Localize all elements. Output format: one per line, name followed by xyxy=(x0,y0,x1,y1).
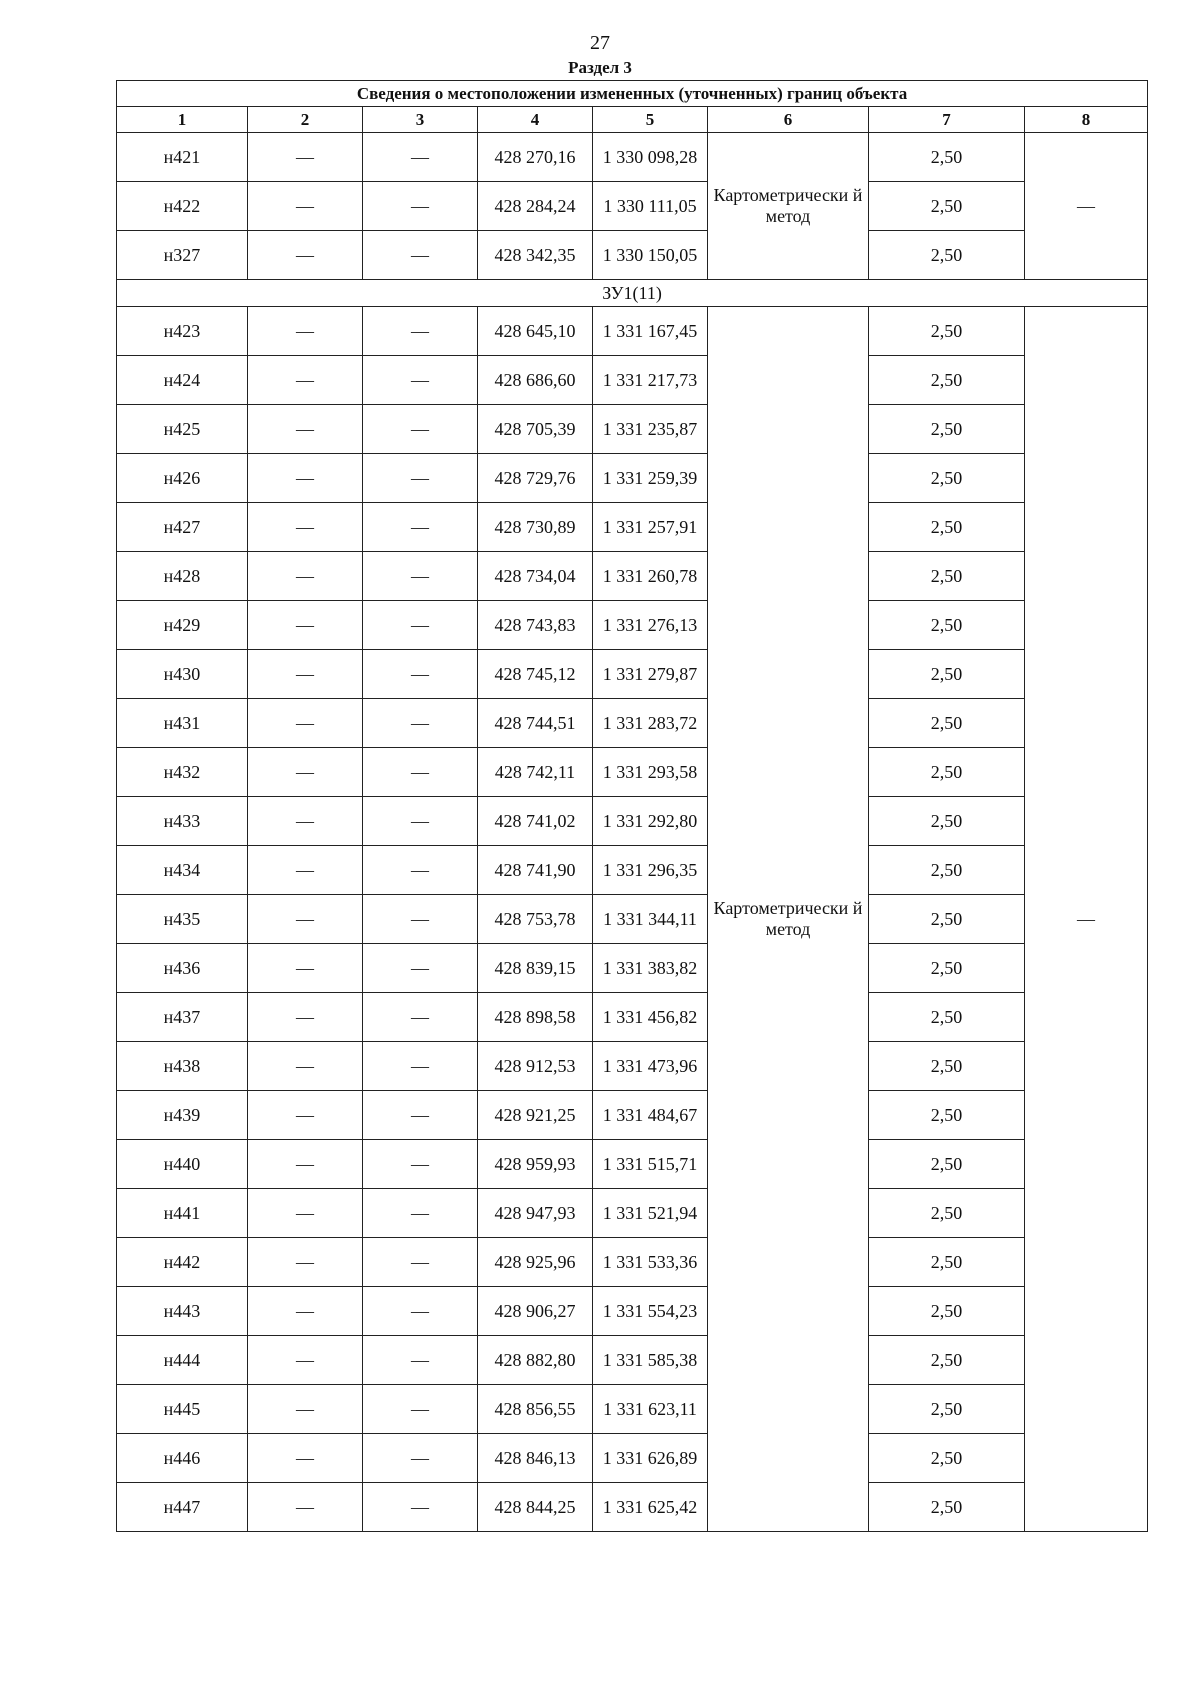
col2-cell: — xyxy=(248,895,363,944)
point-id-cell: н443 xyxy=(117,1287,248,1336)
column-number: 6 xyxy=(708,107,869,133)
x-coordinate-cell: 428 745,12 xyxy=(478,650,593,699)
table-row xyxy=(117,944,1148,993)
y-coordinate-cell: 1 330 150,05 xyxy=(593,231,708,280)
col2-cell: — xyxy=(248,1042,363,1091)
accuracy-cell: 2,50 xyxy=(869,1287,1025,1336)
point-id-cell: н432 xyxy=(117,748,248,797)
page-number: 27 xyxy=(590,32,610,54)
table-row xyxy=(117,1434,1148,1483)
accuracy-cell: 2,50 xyxy=(869,895,1025,944)
col3-cell: — xyxy=(363,699,478,748)
table-row xyxy=(117,895,1148,944)
accuracy-cell: 2,50 xyxy=(869,1042,1025,1091)
col2-cell: — xyxy=(248,797,363,846)
section-title: Раздел 3 xyxy=(568,58,632,77)
col3-cell: — xyxy=(363,552,478,601)
table-caption-row xyxy=(117,81,1148,107)
col3-cell: — xyxy=(363,993,478,1042)
y-coordinate-cell: 1 331 626,89 xyxy=(593,1434,708,1483)
col2-cell: — xyxy=(248,846,363,895)
col3-cell: — xyxy=(363,503,478,552)
col2-cell: — xyxy=(248,503,363,552)
y-coordinate-cell: 1 331 456,82 xyxy=(593,993,708,1042)
y-coordinate-cell: 1 331 585,38 xyxy=(593,1336,708,1385)
col8-cell: — xyxy=(1025,133,1148,280)
accuracy-cell: 2,50 xyxy=(869,699,1025,748)
col2-cell: — xyxy=(248,748,363,797)
y-coordinate-cell: 1 331 625,42 xyxy=(593,1483,708,1532)
point-id-cell: н425 xyxy=(117,405,248,454)
col3-cell: — xyxy=(363,405,478,454)
accuracy-cell: 2,50 xyxy=(869,1189,1025,1238)
point-id-cell: н438 xyxy=(117,1042,248,1091)
table-row xyxy=(117,1483,1148,1532)
table-row xyxy=(117,601,1148,650)
col3-cell: — xyxy=(363,1287,478,1336)
y-coordinate-cell: 1 331 344,11 xyxy=(593,895,708,944)
y-coordinate-cell: 1 331 235,87 xyxy=(593,405,708,454)
y-coordinate-cell: 1 331 260,78 xyxy=(593,552,708,601)
col2-cell: — xyxy=(248,1091,363,1140)
col2-cell: — xyxy=(248,356,363,405)
y-coordinate-cell: 1 331 257,91 xyxy=(593,503,708,552)
y-coordinate-cell: 1 331 296,35 xyxy=(593,846,708,895)
accuracy-cell: 2,50 xyxy=(869,1385,1025,1434)
accuracy-cell: 2,50 xyxy=(869,552,1025,601)
table-row xyxy=(117,1189,1148,1238)
x-coordinate-cell: 428 846,13 xyxy=(478,1434,593,1483)
col8-cell: — xyxy=(1025,307,1148,1532)
col3-cell: — xyxy=(363,1385,478,1434)
x-coordinate-cell: 428 959,93 xyxy=(478,1140,593,1189)
y-coordinate-cell: 1 331 521,94 xyxy=(593,1189,708,1238)
point-id-cell: н424 xyxy=(117,356,248,405)
table-row xyxy=(117,1238,1148,1287)
x-coordinate-cell: 428 645,10 xyxy=(478,307,593,356)
point-id-cell: н428 xyxy=(117,552,248,601)
table-row xyxy=(117,133,1148,182)
point-id-cell: н436 xyxy=(117,944,248,993)
accuracy-cell: 2,50 xyxy=(869,797,1025,846)
x-coordinate-cell: 428 734,04 xyxy=(478,552,593,601)
col2-cell: — xyxy=(248,1434,363,1483)
point-id-cell: н434 xyxy=(117,846,248,895)
x-coordinate-cell: 428 882,80 xyxy=(478,1336,593,1385)
col2-cell: — xyxy=(248,601,363,650)
accuracy-cell: 2,50 xyxy=(869,1336,1025,1385)
x-coordinate-cell: 428 730,89 xyxy=(478,503,593,552)
y-coordinate-cell: 1 331 533,36 xyxy=(593,1238,708,1287)
accuracy-cell: 2,50 xyxy=(869,405,1025,454)
y-coordinate-cell: 1 331 383,82 xyxy=(593,944,708,993)
x-coordinate-cell: 428 925,96 xyxy=(478,1238,593,1287)
y-coordinate-cell: 1 331 167,45 xyxy=(593,307,708,356)
table-row xyxy=(117,993,1148,1042)
y-coordinate-cell: 1 331 283,72 xyxy=(593,699,708,748)
col2-cell: — xyxy=(248,1385,363,1434)
y-coordinate-cell: 1 331 554,23 xyxy=(593,1287,708,1336)
table-row xyxy=(117,797,1148,846)
x-coordinate-cell: 428 705,39 xyxy=(478,405,593,454)
table-row xyxy=(117,405,1148,454)
col3-cell: — xyxy=(363,1238,478,1287)
y-coordinate-cell: 1 331 473,96 xyxy=(593,1042,708,1091)
table-row xyxy=(117,231,1148,280)
column-number: 2 xyxy=(248,107,363,133)
point-id-cell: н426 xyxy=(117,454,248,503)
table-row xyxy=(117,650,1148,699)
table-row xyxy=(117,1042,1148,1091)
method-cell: Картометрически й метод xyxy=(708,133,869,280)
table-row xyxy=(117,356,1148,405)
table-row xyxy=(117,748,1148,797)
point-id-cell: н437 xyxy=(117,993,248,1042)
accuracy-cell: 2,50 xyxy=(869,182,1025,231)
x-coordinate-cell: 428 839,15 xyxy=(478,944,593,993)
point-id-cell: н433 xyxy=(117,797,248,846)
x-coordinate-cell: 428 342,35 xyxy=(478,231,593,280)
point-id-cell: н430 xyxy=(117,650,248,699)
col2-cell: — xyxy=(248,133,363,182)
column-number: 4 xyxy=(478,107,593,133)
column-number: 5 xyxy=(593,107,708,133)
col2-cell: — xyxy=(248,944,363,993)
col2-cell: — xyxy=(248,699,363,748)
accuracy-cell: 2,50 xyxy=(869,1091,1025,1140)
accuracy-cell: 2,50 xyxy=(869,748,1025,797)
col3-cell: — xyxy=(363,356,478,405)
x-coordinate-cell: 428 742,11 xyxy=(478,748,593,797)
col3-cell: — xyxy=(363,895,478,944)
col2-cell: — xyxy=(248,231,363,280)
col2-cell: — xyxy=(248,1238,363,1287)
y-coordinate-cell: 1 331 293,58 xyxy=(593,748,708,797)
table-row xyxy=(117,1385,1148,1434)
point-id-cell: н441 xyxy=(117,1189,248,1238)
x-coordinate-cell: 428 284,24 xyxy=(478,182,593,231)
col3-cell: — xyxy=(363,1091,478,1140)
point-id-cell: н423 xyxy=(117,307,248,356)
accuracy-cell: 2,50 xyxy=(869,1483,1025,1532)
point-id-cell: н445 xyxy=(117,1385,248,1434)
group-row xyxy=(117,280,1148,307)
accuracy-cell: 2,50 xyxy=(869,307,1025,356)
accuracy-cell: 2,50 xyxy=(869,846,1025,895)
table-row xyxy=(117,307,1148,356)
point-id-cell: н421 xyxy=(117,133,248,182)
column-number: 7 xyxy=(869,107,1025,133)
col2-cell: — xyxy=(248,405,363,454)
col3-cell: — xyxy=(363,182,478,231)
column-number: 8 xyxy=(1025,107,1148,133)
table-row xyxy=(117,503,1148,552)
x-coordinate-cell: 428 270,16 xyxy=(478,133,593,182)
point-id-cell: н446 xyxy=(117,1434,248,1483)
accuracy-cell: 2,50 xyxy=(869,133,1025,182)
point-id-cell: н422 xyxy=(117,182,248,231)
accuracy-cell: 2,50 xyxy=(869,454,1025,503)
col3-cell: — xyxy=(363,650,478,699)
col2-cell: — xyxy=(248,182,363,231)
y-coordinate-cell: 1 331 259,39 xyxy=(593,454,708,503)
col3-cell: — xyxy=(363,231,478,280)
col3-cell: — xyxy=(363,1483,478,1532)
point-id-cell: н429 xyxy=(117,601,248,650)
col3-cell: — xyxy=(363,133,478,182)
accuracy-cell: 2,50 xyxy=(869,944,1025,993)
point-id-cell: н440 xyxy=(117,1140,248,1189)
x-coordinate-cell: 428 729,76 xyxy=(478,454,593,503)
accuracy-cell: 2,50 xyxy=(869,1238,1025,1287)
table-caption: Сведения о местоположении измененных (уточненных) границ объекта xyxy=(117,81,1148,107)
group-label: ЗУ1(11) xyxy=(117,280,1148,307)
x-coordinate-cell: 428 898,58 xyxy=(478,993,593,1042)
col2-cell: — xyxy=(248,650,363,699)
col3-cell: — xyxy=(363,307,478,356)
point-id-cell: н431 xyxy=(117,699,248,748)
col3-cell: — xyxy=(363,1336,478,1385)
point-id-cell: н427 xyxy=(117,503,248,552)
x-coordinate-cell: 428 912,53 xyxy=(478,1042,593,1091)
x-coordinate-cell: 428 686,60 xyxy=(478,356,593,405)
accuracy-cell: 2,50 xyxy=(869,356,1025,405)
point-id-cell: н327 xyxy=(117,231,248,280)
accuracy-cell: 2,50 xyxy=(869,1140,1025,1189)
accuracy-cell: 2,50 xyxy=(869,231,1025,280)
y-coordinate-cell: 1 331 484,67 xyxy=(593,1091,708,1140)
table-row xyxy=(117,846,1148,895)
x-coordinate-cell: 428 744,51 xyxy=(478,699,593,748)
col3-cell: — xyxy=(363,748,478,797)
col3-cell: — xyxy=(363,1140,478,1189)
y-coordinate-cell: 1 331 515,71 xyxy=(593,1140,708,1189)
table-row xyxy=(117,182,1148,231)
x-coordinate-cell: 428 743,83 xyxy=(478,601,593,650)
y-coordinate-cell: 1 331 292,80 xyxy=(593,797,708,846)
accuracy-cell: 2,50 xyxy=(869,650,1025,699)
point-id-cell: н439 xyxy=(117,1091,248,1140)
table-row xyxy=(117,1091,1148,1140)
column-number: 3 xyxy=(363,107,478,133)
col2-cell: — xyxy=(248,1287,363,1336)
col3-cell: — xyxy=(363,1189,478,1238)
table-row xyxy=(117,1140,1148,1189)
col3-cell: — xyxy=(363,454,478,503)
column-number: 1 xyxy=(117,107,248,133)
y-coordinate-cell: 1 331 279,87 xyxy=(593,650,708,699)
y-coordinate-cell: 1 331 217,73 xyxy=(593,356,708,405)
point-id-cell: н447 xyxy=(117,1483,248,1532)
x-coordinate-cell: 428 921,25 xyxy=(478,1091,593,1140)
accuracy-cell: 2,50 xyxy=(869,601,1025,650)
table-row xyxy=(117,1336,1148,1385)
col2-cell: — xyxy=(248,993,363,1042)
table-row xyxy=(117,699,1148,748)
x-coordinate-cell: 428 741,90 xyxy=(478,846,593,895)
col3-cell: — xyxy=(363,846,478,895)
col3-cell: — xyxy=(363,1042,478,1091)
y-coordinate-cell: 1 330 111,05 xyxy=(593,182,708,231)
x-coordinate-cell: 428 741,02 xyxy=(478,797,593,846)
y-coordinate-cell: 1 331 623,11 xyxy=(593,1385,708,1434)
col3-cell: — xyxy=(363,797,478,846)
accuracy-cell: 2,50 xyxy=(869,503,1025,552)
x-coordinate-cell: 428 856,55 xyxy=(478,1385,593,1434)
col3-cell: — xyxy=(363,1434,478,1483)
point-id-cell: н435 xyxy=(117,895,248,944)
col3-cell: — xyxy=(363,944,478,993)
point-id-cell: н444 xyxy=(117,1336,248,1385)
col2-cell: — xyxy=(248,1483,363,1532)
method-cell: Картометрически й метод xyxy=(708,307,869,1532)
column-number-row xyxy=(117,107,1148,133)
col3-cell: — xyxy=(363,601,478,650)
table-row xyxy=(117,552,1148,601)
col2-cell: — xyxy=(248,552,363,601)
x-coordinate-cell: 428 844,25 xyxy=(478,1483,593,1532)
x-coordinate-cell: 428 947,93 xyxy=(478,1189,593,1238)
table-row xyxy=(117,1287,1148,1336)
accuracy-cell: 2,50 xyxy=(869,993,1025,1042)
col2-cell: — xyxy=(248,1140,363,1189)
accuracy-cell: 2,50 xyxy=(869,1434,1025,1483)
col2-cell: — xyxy=(248,454,363,503)
y-coordinate-cell: 1 331 276,13 xyxy=(593,601,708,650)
col2-cell: — xyxy=(248,307,363,356)
x-coordinate-cell: 428 906,27 xyxy=(478,1287,593,1336)
coordinates-table xyxy=(116,80,1148,1532)
col2-cell: — xyxy=(248,1336,363,1385)
col2-cell: — xyxy=(248,1189,363,1238)
x-coordinate-cell: 428 753,78 xyxy=(478,895,593,944)
y-coordinate-cell: 1 330 098,28 xyxy=(593,133,708,182)
table-row xyxy=(117,454,1148,503)
point-id-cell: н442 xyxy=(117,1238,248,1287)
